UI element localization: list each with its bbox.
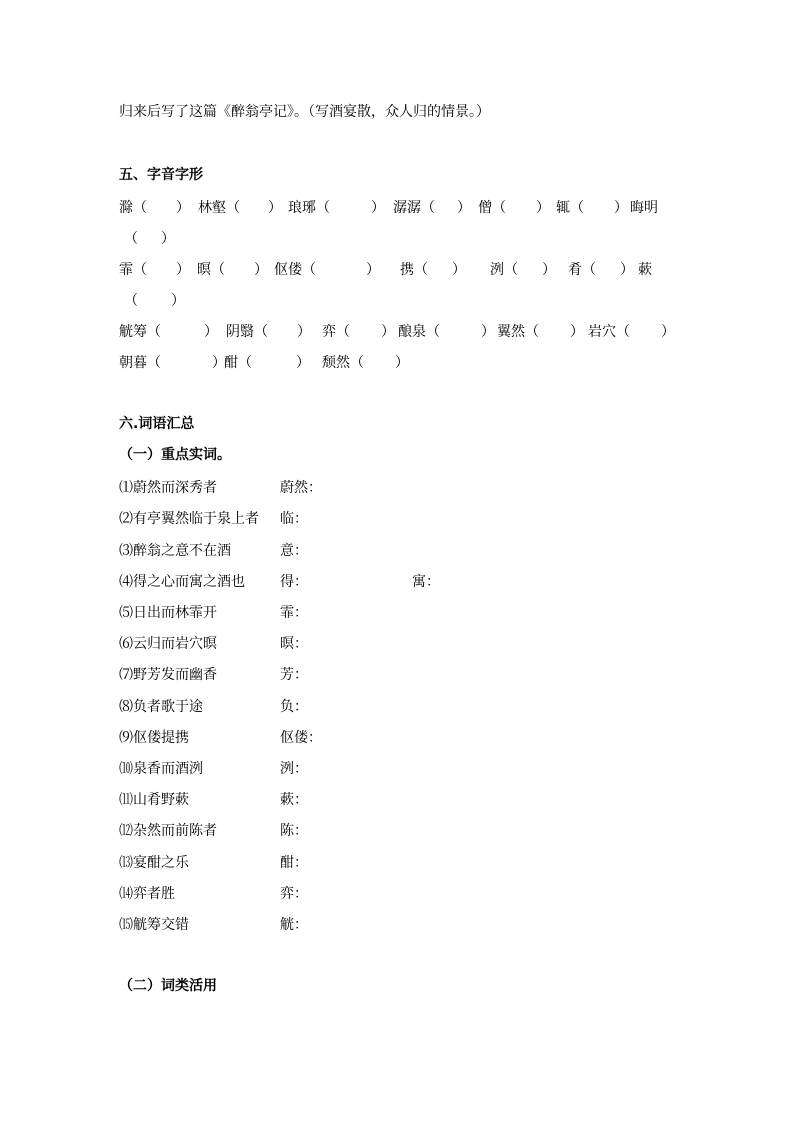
row2-seg: ） [452,262,466,278]
vocab-phrase: ⑷得之心而寓之酒也 [119,574,245,590]
vocab-phrase: ⑴蔚然而深秀者 [119,480,217,496]
row3-seg: 弈（ [322,324,350,340]
row2-seg: 暝（ [197,262,225,278]
row1-seg: 林壑（ [198,200,240,216]
vocab-phrase: ⒁弈者胜 [119,886,175,902]
vocab-word: 意： [280,543,308,559]
vocab-item [0,508,794,526]
pronunciation-row-1 [0,197,794,215]
row1-wrap-seg: ） [161,231,175,247]
vocab-item [0,696,794,714]
vocab-item [0,477,794,495]
pronunciation-row-3 [0,321,794,339]
row3-seg: 岩穴（ [588,324,630,340]
pronunciation-row-4 [0,352,794,370]
row1-seg: 晦明 [630,200,658,216]
row3-seg: ） [570,324,584,340]
pronunciation-row-2-wrap [0,290,794,308]
vocab-word: 得： [280,574,308,590]
vocab-item [0,664,794,682]
row4-seg: 酣（ [224,355,252,371]
row1-seg: ） [371,200,385,216]
vocab-word: 弈： [280,886,308,902]
row1-seg: ） [536,200,550,216]
vocab-phrase: ⑻负者歌于途 [119,699,203,715]
row4-seg: ） [212,355,226,371]
row1-seg: ） [614,200,628,216]
vocab-item [0,758,794,776]
row3-seg: ） [661,324,675,340]
vocab-phrase: ⑾山肴野蔌 [119,792,189,808]
vocab-word: 负： [280,699,308,715]
vocab-item [0,633,794,651]
row1-wrap-seg: （ [124,231,138,247]
row3-seg: ） [297,324,311,340]
row1-seg: 滁（ [119,200,147,216]
vocab-word: 洌： [280,761,308,777]
row2-seg: 肴（ [568,262,596,278]
row3-seg: 翼然（ [497,324,539,340]
row4-seg: 朝暮（ [119,355,161,371]
vocab-item [0,602,794,620]
vocab-phrase: ⒀宴酣之乐 [119,855,189,871]
vocab-word: 芳： [280,667,308,683]
row3-seg: 酿泉（ [398,324,440,340]
vocab-phrase: ⑼伛偻提携 [119,730,189,746]
vocab-word: 伛偻： [280,730,322,746]
row2-wrap-seg: （ [124,293,138,309]
vocab-word: 蔌： [280,792,308,808]
vocab-word: 觥： [280,917,308,933]
row3-seg: 觥筹（ [119,324,161,340]
vocab-phrase: ⑹云归而岩穴暝 [119,636,217,652]
vocab-item [0,540,794,558]
section5-title: 五、字音字形 [119,167,203,183]
row2-seg: 伛偻（ [274,262,316,278]
section6-title: 六.词语汇总 [119,416,195,432]
row3-seg: ） [204,324,218,340]
vocab-phrase: ⑺野芳发而幽香 [119,667,217,683]
pronunciation-row-1-wrap [0,228,794,246]
row2-seg: ） [542,262,556,278]
vocab-word: 暝： [280,636,308,652]
row2-seg: 蔌 [638,262,652,278]
vocab-item [0,789,794,807]
row3-seg: 阴翳（ [226,324,268,340]
row2-wrap-seg: ） [171,293,185,309]
row1-seg: ） [176,200,190,216]
vocab-word: 霏： [280,605,308,621]
vocab-item [0,883,794,901]
row2-seg: ） [366,262,380,278]
vocab-item [0,914,794,932]
pronunciation-row-2 [0,259,794,277]
row2-seg: 携（ [400,262,428,278]
section6-subheading-2: （二）词类活用 [119,978,217,994]
row2-seg: ） [620,262,634,278]
row2-seg: ） [176,262,190,278]
vocab-phrase: ⑿杂然而前陈者 [119,823,217,839]
vocab-phrase: ⒂觥筹交错 [119,917,189,933]
row1-seg: ） [268,200,282,216]
vocab-word: 陈： [280,823,308,839]
row1-seg: 琅琊（ [288,200,330,216]
vocab-phrase: ⑽泉香而酒洌 [119,761,203,777]
intro-line: 归来后写了这篇《醉翁亭记》。（写酒宴散，众人归的情景。） [119,104,490,120]
row1-seg: 潺潺（ [393,200,435,216]
row2-seg: 洌（ [490,262,518,278]
row3-seg: ） [481,324,495,340]
row2-seg: ） [254,262,268,278]
vocab-phrase: ⑵有亭翼然临于泉上者 [119,511,259,527]
row1-seg: ） [457,200,471,216]
vocab-word-2: 寓： [412,574,440,590]
section6-subheading-1: （一）重点实词。 [119,447,231,463]
vocab-item [0,727,794,745]
row4-seg: ） [296,355,310,371]
row2-seg: 霏（ [119,262,147,278]
vocab-item [0,852,794,870]
row1-seg: 僧（ [478,200,506,216]
vocab-item [0,820,794,838]
row3-seg: ） [381,324,395,340]
vocab-item [0,571,794,589]
vocab-phrase: ⑸日出而林霏开 [119,605,217,621]
row4-seg: 颓然（ [322,355,364,371]
vocab-phrase: ⑶醉翁之意不在酒 [119,543,231,559]
row4-seg: ） [395,355,409,371]
vocab-word: 临： [280,511,308,527]
row1-seg: 辄（ [556,200,584,216]
vocab-word: 酣： [280,855,308,871]
vocab-word: 蔚然： [280,480,322,496]
